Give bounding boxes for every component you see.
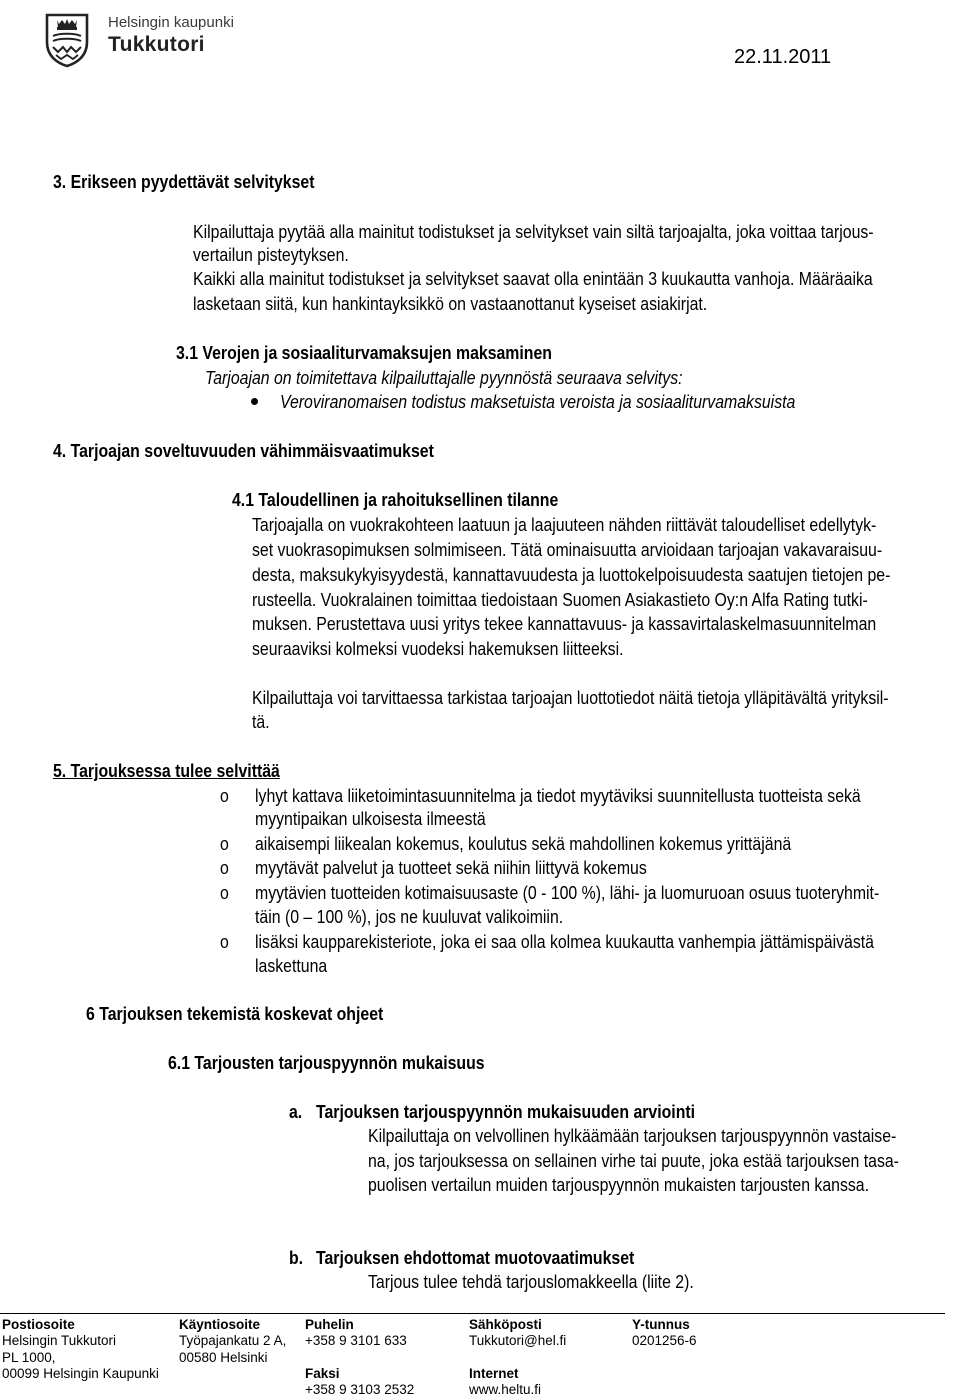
subsection-a-line: Kilpailuttaja on velvollinen hylkäämään tarjouksen tarjouspyynnön vastaise-: [368, 1126, 897, 1146]
footer-postal-line: 00099 Helsingin Kaupunki: [2, 1365, 159, 1381]
org-parent-name: Helsingin kaupunki: [108, 14, 234, 31]
footer-phone-number: +358 9 3101 633: [305, 1333, 407, 1349]
footer-visit-line: Työpajankatu 2 A,: [179, 1333, 287, 1349]
section-4-heading: 4. Tarjoajan soveltuvuuden vähimmäisvaatimukset: [53, 441, 434, 461]
list-bullet-icon: o: [220, 883, 229, 903]
section-4-1-line: rusteella. Vuokralainen toimittaa tiedoistaan Suomen Asiakastieto Oy:n Alfa Rating tutki-: [252, 590, 868, 610]
section-4-1-line: seuraaviksi kolmeksi vuodeksi hakemuksen liitteeksi.: [252, 639, 624, 659]
list-bullet-icon: o: [220, 932, 229, 952]
section-3-paragraph-2: Kaikki alla mainitut todistukset ja selvitykset saavat olla enintään 3 kuukautta vanhoja. Määräaika: [193, 269, 873, 289]
subsection-a-line: puolisen vertailun muiden tarjouspyynnön mukaisten tarjousten kanssa.: [368, 1175, 870, 1195]
subsection-a-label: a.: [289, 1102, 303, 1122]
org-name: Tukkutori: [108, 33, 205, 56]
section-3-1-heading: 3.1 Verojen ja sosiaaliturvamaksujen maksaminen: [176, 343, 552, 363]
footer-visit-line: 00580 Helsinki: [179, 1349, 268, 1365]
section-5-item: lisäksi kaupparekisteriote, joka ei saa olla kolmea kuukautta vanhempia jättämispäivästä: [255, 932, 874, 952]
list-bullet-icon: o: [220, 786, 229, 806]
subsection-b-text: Tarjous tulee tehdä tarjouslomakkeella (liite 2).: [368, 1272, 694, 1292]
footer-postal-line: Helsingin Tukkutori: [2, 1333, 117, 1349]
footer-phone-label: Puhelin: [305, 1317, 354, 1332]
subsection-b-label: b.: [289, 1248, 304, 1268]
footer-internet-label: Internet: [469, 1365, 519, 1381]
section-5-item: myytävien tuotteiden kotimaisuusaste (0 - 100 %), lähi- ja luomuruoan osuus tuoteryhmit-: [255, 883, 880, 903]
section-4-1-line: desta, maksukykyisyydestä, kannattavuudesta ja luottokelpoisuudesta saatujen tietojen pe-: [252, 565, 891, 585]
footer-email-label: Sähköposti: [469, 1317, 542, 1332]
section-6-1-heading: 6.1 Tarjousten tarjouspyynnön mukaisuus: [168, 1053, 485, 1073]
section-4-1-paragraph-2: Kilpailuttaja voi tarvittaessa tarkistaa tarjoajan luottotiedot näitä tietoja ylläpitävältä yrityksil-: [252, 688, 889, 708]
footer-postal-line: PL 1000,: [2, 1349, 56, 1365]
document-date: 22.11.2011: [734, 46, 832, 68]
section-4-1-line: set vuokrasopimuksen solmimiseen. Tätä ominaisuutta arvioidaan tarjoajan vakavaraisuu-: [252, 540, 883, 560]
footer-fax-number: +358 9 3103 2532: [305, 1382, 415, 1398]
footer-postal-label: Postiosoite: [2, 1317, 75, 1332]
footer-visit-address: [179, 1317, 286, 1366]
list-bullet-icon: o: [220, 834, 229, 854]
section-5-item-cont: myyntipaikan ulkoisesta ilmeestä: [255, 809, 486, 829]
footer-fax-label: Faksi: [305, 1365, 340, 1381]
section-4-1-paragraph-2-cont: tä.: [252, 712, 270, 732]
footer-business-id-value: 0201256-6: [632, 1333, 697, 1349]
footer-phone: [305, 1317, 414, 1398]
section-5-heading: 5. Tarjouksessa tulee selvittää: [53, 761, 280, 781]
section-5-item: aikaisempi liikealan kokemus, koulutus sekä mahdollinen kokemus yrittäjänä: [255, 834, 792, 854]
footer-visit-label: Käyntiosoite: [179, 1317, 261, 1332]
bullet-dot-icon: [251, 398, 258, 405]
footer-website-link[interactable]: www.heltu.fi: [469, 1382, 542, 1398]
section-3-1-bullet: Veroviranomaisen todistus maksetuista veroista ja sosiaaliturvamaksuista: [280, 392, 796, 412]
footer-email-address[interactable]: Tukkutori@hel.fi: [469, 1333, 567, 1349]
footer-spacer: [305, 1350, 414, 1366]
section-3-paragraph-2-cont: lasketaan siitä, kun hankintayksikkö on vastaanottanut kyseiset asiakirjat.: [193, 294, 708, 314]
subsection-b-heading: Tarjouksen ehdottomat muotovaatimukset: [316, 1248, 635, 1268]
section-3-paragraph-1: Kilpailuttaja pyytää alla mainitut todistukset ja selvitykset vain siltä tarjoajalta, joka voittaa tarjous-: [193, 222, 874, 242]
section-3-paragraph-1-cont: vertailun pisteytyksen.: [193, 245, 349, 265]
subsection-a-heading: Tarjouksen tarjouspyynnön mukaisuuden arviointi: [316, 1102, 696, 1122]
section-5-item: lyhyt kattava liiketoimintasuunnitelma ja tiedot myytäviksi suunnitellusta tuotteista sekä: [255, 786, 861, 806]
footer-business-id-label: Y-tunnus: [632, 1317, 690, 1332]
footer-email: [469, 1317, 566, 1398]
section-4-1-line: muksen. Perustettava uusi yritys tekee kannattavuus- ja kassavirtalaskelmasuunnitelman: [252, 614, 877, 634]
section-3-1-text: Tarjoajan on toimitettava kilpailuttajalle pyynnöstä seuraava selvitys:: [205, 368, 683, 388]
footer-business-id: [632, 1317, 697, 1350]
section-4-1-heading: 4.1 Taloudellinen ja rahoituksellinen tilanne: [232, 490, 559, 510]
footer-spacer: [469, 1350, 566, 1366]
section-4-1-line: Tarjoajalla on vuokrakohteen laatuun ja laajuuteen nähden riittävät taloudelliset edellytyk-: [252, 515, 877, 535]
footer-divider: [0, 1313, 945, 1314]
section-5-item-cont: laskettuna: [255, 956, 328, 976]
city-crest-logo: [44, 12, 90, 68]
section-5-item: myytävät palvelut ja tuotteet sekä niihin liittyvä kokemus: [255, 858, 647, 878]
list-bullet-icon: o: [220, 858, 229, 878]
section-3-heading: 3. Erikseen pyydettävät selvitykset: [53, 172, 315, 192]
section-6-heading: 6 Tarjouksen tekemistä koskevat ohjeet: [86, 1004, 384, 1024]
footer-postal-address: [2, 1317, 159, 1382]
subsection-a-line: na, jos tarjouksessa on sellainen virhe tai puute, joka estää tarjouksen tasa-: [368, 1151, 899, 1171]
section-5-item-cont: täin (0 – 100 %), jos ne kuuluvat valikoimiin.: [255, 907, 564, 927]
